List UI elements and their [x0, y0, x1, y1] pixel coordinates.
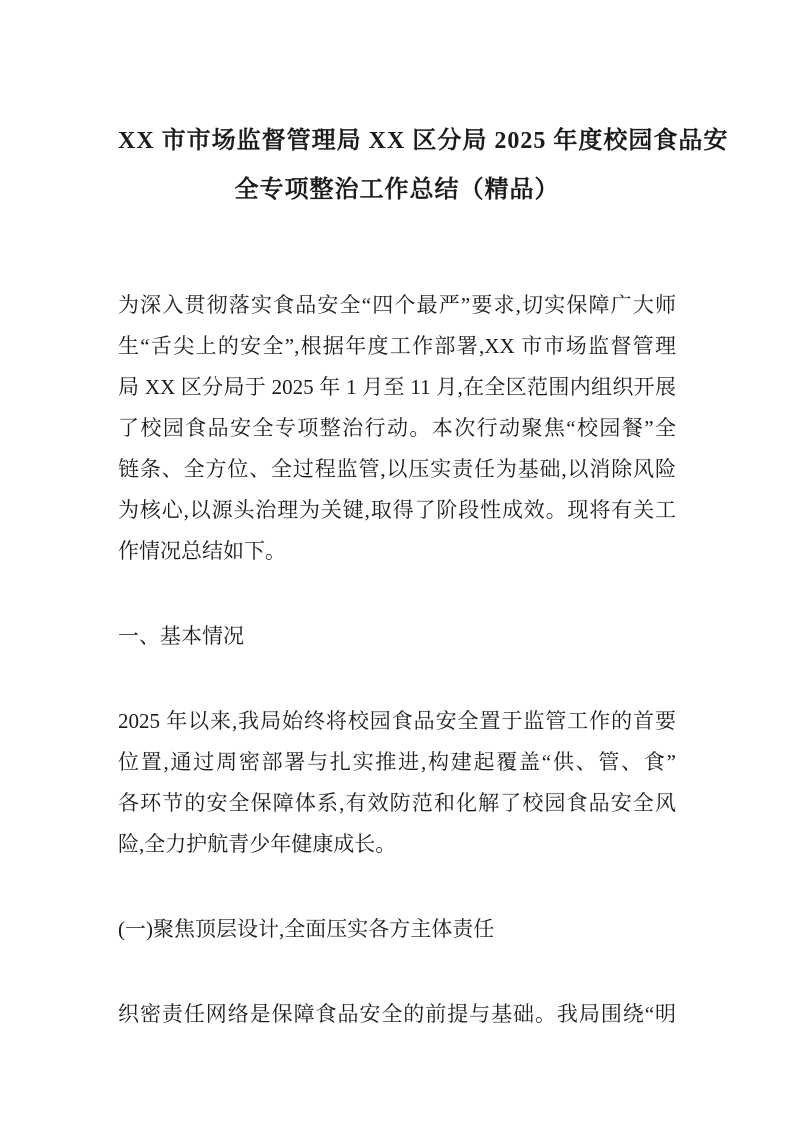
subsection-1-1-body — [118, 994, 676, 1035]
text-line: 2025 年以来,我局始终将校园食品安全置于监管工作的首要 — [118, 709, 676, 733]
document-body — [118, 285, 676, 1035]
text-line: 了校园食品安全专项整治行动。本次行动聚焦“校园餐”全 — [118, 416, 676, 440]
text-line: 局 XX 区分局于 2025 年 1 月至 11 月,在全区范围内组织开展 — [118, 375, 676, 399]
text-line: 一、基本情况 — [118, 624, 244, 648]
document-title — [118, 117, 729, 215]
text-line: (一)聚焦顶层设计,全面压实各方主体责任 — [118, 917, 495, 941]
text-line: 织密责任网络是保障食品安全的前提与基础。我局围绕“明 — [118, 1002, 676, 1026]
text-line: 链条、全方位、全过程监管,以压实责任为基础,以消除风险 — [118, 457, 676, 481]
title-line: XX 市市场监督管理局 XX 区分局 2025 年度校园食品安 — [118, 128, 729, 154]
text-line: 为核心,以源头治理为关键,取得了阶段性成效。现将有关工 — [118, 498, 676, 522]
text-line: 位置,通过周密部署与扎实推进,构建起覆盖“供、管、食” — [118, 750, 676, 774]
text-line: 各环节的安全保障体系,有效防范和化解了校园食品安全风 — [118, 791, 676, 815]
section-1-overview — [118, 701, 676, 865]
text-line: 为深入贯彻落实食品安全“四个最严”要求,切实保障广大师 — [118, 293, 676, 317]
subsection-1-1-heading — [118, 909, 676, 950]
title-line: 全专项整治工作总结（精品） — [234, 177, 560, 203]
intro-paragraph — [118, 285, 676, 572]
text-line: 作情况总结如下。 — [118, 539, 286, 563]
text-line: 生“舌尖上的安全”,根据年度工作部署,XX 市市场监督管理 — [118, 334, 676, 358]
section-1-heading — [118, 616, 676, 657]
text-line: 险,全力护航青少年健康成长。 — [118, 832, 397, 856]
